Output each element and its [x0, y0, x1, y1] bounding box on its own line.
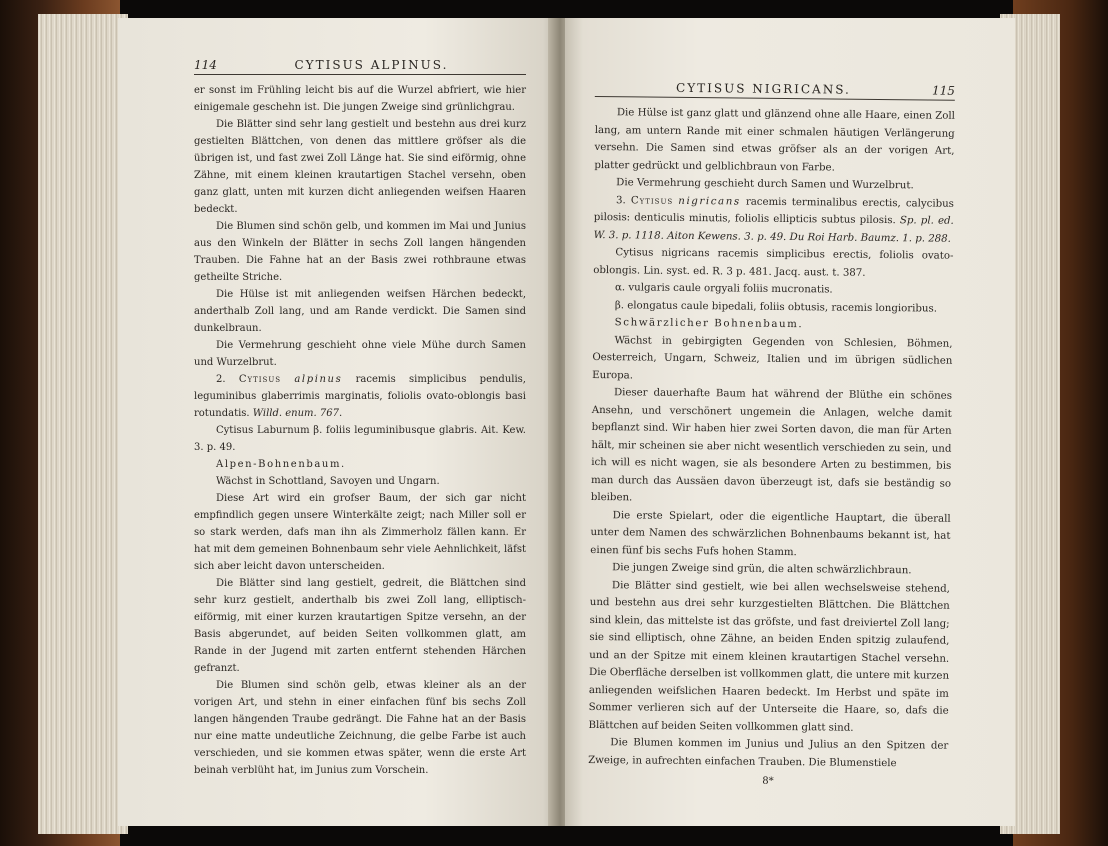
species-reference: Sp. pl. ed. W. 3. p. 1118. Aiton Kewens. 3. p. 49. Du Roi Harb. Baumz. 1. p. 288. — [593, 215, 954, 245]
paragraph: Die Hülse ist ganz glatt und glänzend ohne alle Haare, einen Zoll lang, am untern Rande mit einer schmalen häutigen Verlängerung versehn. Die Samen sind etwas gröfser als an der vorigen Art, platter gedrückt und gelblichbraun von Farbe. — [594, 107, 955, 174]
page-stack-left — [38, 14, 128, 834]
paragraph: Die Blätter sind lang gestielt, gedreit, die Blättchen sind sehr kurz gestielt, anderthalb bis zwei Zoll lang, elliptisch-eiförmig, mit einer kurzen krautartigen Spitze versehn, an der Basis abgerundet, auf beiden Seiten vollkommen glatt, am Rande in der Jugend mit zarten entfernt stehenden Härchen gefranzt. — [194, 578, 526, 674]
left-page — [118, 18, 556, 826]
right-running-title: CYTISUS NIGRICANS. — [676, 80, 851, 97]
left-running-head — [194, 58, 526, 75]
right-running-head — [595, 80, 955, 101]
species-number: 2. — [216, 374, 226, 385]
paragraph: Wächst in Schottland, Savoyen und Ungarn. — [216, 476, 440, 487]
paragraph: Die Blumen sind schön gelb, und kommen im Mai und Junius aus den Winkeln der Blätter in sechs Zoll langen hängenden Trauben. Die Fahne hat an der Basis zwei rothbraune etwas getheilte Striche. — [194, 221, 526, 283]
species-entry — [194, 371, 526, 422]
right-body-text — [588, 104, 955, 792]
paragraph: Diese Art wird ein grofser Baum, der sich gar nicht empfindlich gegen unsere Winterkälte zeigt; nach Miller soll er so stark werden, dafs man ihn als Zimmerholz fällen kann. Er hat mit dem gemeinen Bohnenbaum sehr viele Aehnlichkeit, läfst sich aber leicht davon unterscheiden. — [194, 493, 526, 572]
species-genus: Cytisus — [238, 374, 282, 385]
paragraph: Wächst in gebirgigten Gegenden von Schlesien, Böhmen, Oesterreich, Ungarn, Schweiz, Italien und im übrigen südlichen Europa. — [592, 334, 953, 381]
paragraph: Die Hülse ist mit anliegenden weifsen Härchen bedeckt, anderthalb Zoll lang, und am Rande verdickt. Die Samen sind dunkelbraun. — [194, 289, 526, 334]
paragraph: er sonst im Frühling leicht bis auf die Wurzel abfriert, wie hier einigemale geschehn ist. Die jungen Zweige sind grünlichgrau. — [194, 85, 526, 113]
synonym: Cytisus nigricans racemis simplicibus erectis, foliolis ovato-oblongis. Lin. syst. ed. R. 3 p. 481. Jacq. aust. t. 387. — [593, 247, 954, 279]
common-name: Schwärzlicher Bohnenbaum. — [614, 317, 804, 331]
paragraph: Die Blumen kommen im Junius und Julius an den Spitzen der Zweige, in aufrechten einfachen Trauben. Die Blumenstiele — [588, 737, 949, 769]
variety: α. vulgaris caule orgyali foliis mucronatis. — [615, 282, 833, 296]
right-page-number: 115 — [931, 83, 955, 98]
species-reference: Willd. enum. 767. — [252, 408, 343, 419]
signature-mark: 8* — [762, 775, 774, 787]
paragraph: Dieser dauerhafte Baum hat während der Blüthe ein schönes Ansehn, und verschönert ungemein die Anlagen, welche damit bepflanzt sind. Wir haben hier zwei Sorten davon, die man für Arten hält, mir scheinen sie aber nicht wesentlich verschieden zu sein, und ich will es nicht wagen, sie als besondere Arten zu bestimmen, bis man durch das Aussäen davon überzeugt ist, dafs sie beständig so bleiben. — [590, 387, 953, 504]
left-page-number: 114 — [194, 58, 217, 72]
species-epithet: nigricans — [678, 195, 741, 208]
species-number: 3. — [615, 194, 626, 206]
common-name: Alpen-Bohnenbaum. — [216, 459, 346, 470]
species-diagnosis: racemis simplicibus pendulis, leguminibus glaberrimis marginatis, foliolis ovato-oblongis basi rotundatis. — [194, 374, 526, 419]
species-entry — [594, 191, 955, 247]
paragraph: Die Blumen sind schön gelb, etwas kleiner als an der vorigen Art, und stehn in einer einfachen fünf bis sechs Zoll langen hängenden Traube gedrängt. Die Fahne hat an der Basis nur eine matte undeutliche Zeichnung, die gelbe Farbe ist auch verschieden, und sie kommen etwas später, wenn die erste Art beinah verblüht hat, im Junius zum Vorschein. — [194, 680, 526, 776]
paragraph: Die Blätter sind sehr lang gestielt und bestehn aus drei kurz gestielten Blättchen, von denen das mittlere gröfser als die übrigen ist, und fast zwei Zoll Länge hat. Sie sind eiförmig, ohne Zähne, mit einem kleinen krautartigen Stachel versehn, oben ganz glatt, unten mit kurzen dicht anliegenden weifsen Haaren bedeckt. — [194, 119, 526, 215]
paragraph: Die erste Spielart, oder die eigentliche Hauptart, die überall unter dem Namen des schwärzlichen Bohnenbaums bekannt ist, hat einen fünf bis sechs Fufs hohen Stamm. — [590, 509, 951, 558]
paragraph: Die Blätter sind gestielt, wie bei allen wechselsweise stehend, und bestehn aus drei sehr kurzgestielten Blättchen. Die Blättchen sind klein, das mittelste ist das gröfste, und fast dreiviertel Zoll lang; sie sind elliptisch, ohne Zähne, an beiden Enden spitzig zulaufend, und an der Spitze mit einem kleinen krautartigen Stachel versehn. Die Oberfläche derselben ist vollkommen glatt, die untere mit kurzen anliegenden weifslichen Haaren bedeckt. Im Herbst und späte im Sommer verlieren sich auf der Unterseite die Haare, so, dafs die Blättchen auf beiden Seiten vollkommen glatt sind. — [588, 579, 951, 734]
paragraph: Die Vermehrung geschieht durch Samen und Wurzelbrut. — [616, 177, 914, 192]
synonym: Cytisus Laburnum β. foliis leguminibusque glabris. Ait. Kew. 3. p. 49. — [194, 425, 526, 453]
species-diagnosis: racemis terminalibus erectis, calycibus pilosis: denticulis minutis, foliolis ellipticis subtus pilosis. — [593, 196, 955, 227]
left-running-title: CYTISUS ALPINUS. — [294, 58, 449, 72]
paragraph: Die Vermehrung geschieht ohne viele Mühe durch Samen und Wurzelbrut. — [194, 340, 526, 368]
right-page — [565, 18, 1015, 826]
species-genus: Cytisus — [630, 194, 674, 207]
left-body-text — [194, 82, 526, 779]
species-epithet: alpinus — [294, 374, 343, 385]
paragraph: Die jungen Zweige sind grün, die alten schwärzlichbraun. — [612, 562, 912, 577]
variety: β. elongatus caule bipedali, foliis obtusis, racemis longioribus. — [614, 299, 938, 315]
